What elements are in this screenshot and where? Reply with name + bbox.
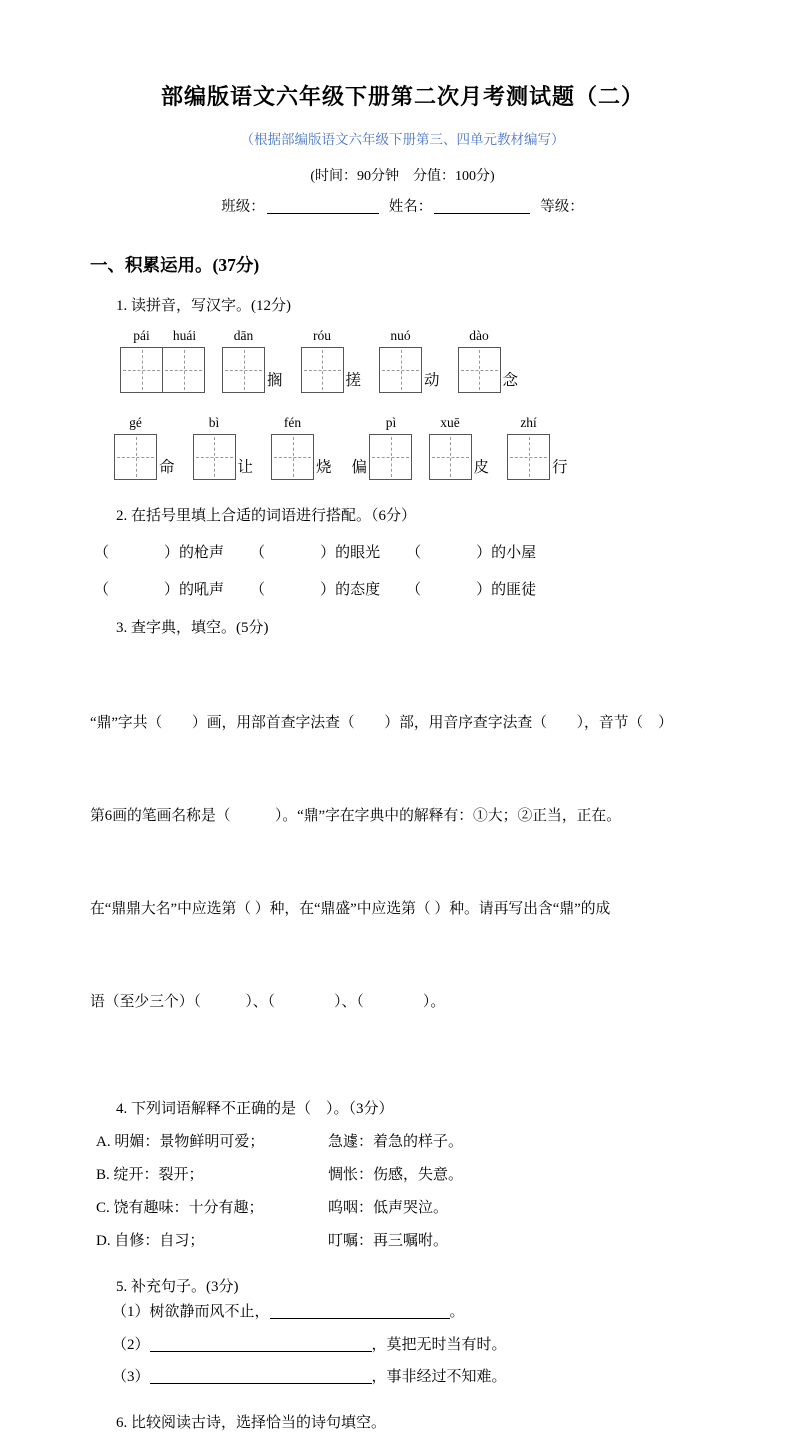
pinyin-boxes-row-2 (90, 415, 715, 480)
match-word: 的枪声 (179, 545, 225, 561)
match-word: 的小屋 (491, 545, 537, 561)
question-5-label: 5. 补充句子。(3分) (116, 1279, 239, 1295)
pinyin-word-group (301, 328, 364, 393)
pinyin-word-group (222, 328, 285, 393)
word-match-item (94, 545, 224, 561)
paren-open: （ (94, 545, 110, 561)
pinyin-boxes-row-1 (90, 328, 715, 393)
word-match-row-1 (90, 541, 715, 562)
pinyin-label: pì (385, 415, 397, 430)
pinyin-label: huái (172, 328, 197, 343)
paper-title: 部编版语文六年级下册第二次月考测试题（二） (160, 84, 644, 109)
q3-line-1: “鼎”字共（ ）画，用部首查字法查（ ）部，用音序查字法查（ ），音节（ ） (90, 715, 673, 731)
pinyin-label: gé (129, 415, 142, 430)
pinyin-word-group (114, 415, 177, 480)
q3-line-4: 语（至少三个）（ ）、（ ）、（ ）。 (90, 994, 446, 1010)
option-b-right: 惆怅：伤感，失意。 (328, 1167, 464, 1183)
option-d-right: 叮嘱：再三嘱咐。 (328, 1233, 449, 1249)
paren-close: ） (164, 582, 180, 598)
q5-prefix-2: （2） (112, 1336, 150, 1353)
printed-character: 让 (237, 458, 254, 476)
option-row-a[interactable] (90, 1126, 715, 1159)
sentence-completion-1 (90, 1296, 715, 1329)
class-blank[interactable] (267, 199, 379, 215)
pinyin-word-group (458, 328, 521, 393)
option-row-c[interactable] (90, 1192, 715, 1225)
q5-suffix-1: 。 (449, 1304, 465, 1320)
printed-character: 命 (159, 458, 175, 476)
pinyin-label: zhí (520, 415, 537, 430)
pinyin-word-group (271, 415, 334, 480)
printed-character: 动 (424, 371, 440, 389)
match-word: 的眼光 (335, 545, 381, 561)
pinyin-label: pái (133, 328, 150, 343)
printed-character: 皮 (473, 458, 490, 476)
question-3-label: 3. 查字典，填空。(5分) (116, 620, 269, 636)
word-match-item (250, 582, 380, 598)
option-row-b[interactable] (90, 1159, 715, 1192)
tianzige-writing-box[interactable] (458, 347, 501, 393)
match-word: 的吼声 (179, 582, 225, 598)
word-match-item (250, 545, 380, 561)
sentence-completion-2 (90, 1329, 715, 1362)
option-d-left: D. 自修：自习； (96, 1233, 205, 1249)
printed-character: 念 (502, 371, 519, 389)
printed-character: 偏 (351, 458, 368, 476)
class-label: 班级： (221, 199, 265, 215)
pinyin-label: xuē (440, 415, 460, 430)
question-4-label: 4. 下列词语解释不正确的是（ ）。（3分） (116, 1101, 394, 1117)
pinyin-label: dào (469, 328, 489, 343)
question-2-label: 2. 在括号里填上合适的词语进行搭配。（6分） (116, 508, 417, 524)
printed-character: 烧 (316, 458, 332, 476)
pinyin-word-group (350, 415, 413, 480)
pinyin-spacer (350, 415, 370, 434)
grade-label: 等级： (540, 199, 584, 215)
sentence-completion-3 (90, 1361, 715, 1394)
tianzige-writing-box[interactable] (271, 434, 314, 480)
tianzige-writing-box[interactable] (193, 434, 236, 480)
section-one-heading: 一、积累运用。(37分) (90, 255, 260, 275)
option-c-right: 呜咽：低声哭泣。 (328, 1200, 449, 1216)
option-row-d[interactable] (90, 1225, 715, 1258)
paren-open: （ (250, 545, 266, 561)
pinyin-word-group (429, 415, 492, 480)
printed-character: 搁 (267, 371, 283, 389)
paren-close: ） (164, 545, 180, 561)
tianzige-writing-box[interactable] (222, 347, 265, 393)
option-c-left: C. 饶有趣味：十分有趣； (96, 1200, 264, 1216)
dictionary-question-text (90, 646, 715, 1080)
q5-suffix-2: ，莫把无时当有时。 (371, 1336, 507, 1353)
tianzige-writing-box[interactable] (369, 434, 412, 480)
answer-blank[interactable] (150, 1368, 372, 1384)
word-match-item (406, 582, 536, 598)
pinyin-word-group (120, 328, 206, 393)
match-word: 的态度 (335, 582, 381, 598)
name-label: 姓名： (388, 199, 433, 215)
q5-prefix-3: （3） (112, 1369, 150, 1385)
word-match-item (94, 582, 224, 598)
tianzige-writing-box[interactable] (429, 434, 472, 480)
pinyin-label: róu (313, 328, 332, 343)
printed-character: 行 (552, 458, 568, 476)
tianzige-writing-box[interactable] (507, 434, 550, 480)
option-list (90, 1126, 715, 1258)
question-6-label: 6. 比较阅读古诗，选择恰当的诗句填空。 (116, 1414, 387, 1431)
pinyin-word-group (193, 415, 256, 480)
pinyin-label: nuó (390, 328, 411, 343)
student-info-line (90, 195, 715, 216)
answer-blank[interactable] (270, 1303, 450, 1319)
paren-open: （ (406, 545, 422, 561)
option-a-left: A. 明媚：景物鲜明可爱； (96, 1134, 265, 1150)
paren-close: ） (476, 545, 492, 561)
match-word: 的匪徒 (491, 582, 537, 598)
pinyin-label: fén (283, 415, 302, 430)
option-b-left: B. 绽开：裂开； (96, 1167, 204, 1183)
tianzige-writing-box[interactable] (301, 347, 344, 393)
option-a-right: 急遽：着急的样子。 (328, 1134, 464, 1150)
name-blank[interactable] (434, 199, 530, 215)
paren-close: ） (320, 582, 336, 598)
paren-open: （ (406, 582, 422, 598)
pinyin-word-group (507, 415, 570, 480)
answer-blank[interactable] (150, 1336, 372, 1352)
paren-open: （ (250, 582, 266, 598)
tianzige-writing-box[interactable] (379, 347, 422, 393)
q5-prefix-1: （1）树欲静而风不止， (112, 1304, 270, 1320)
tianzige-writing-box[interactable] (162, 347, 205, 393)
q5-suffix-3: ，事非经过不知难。 (371, 1369, 507, 1385)
q3-line-3: 在“鼎鼎大名”中应选第（ ）种，在“鼎盛”中应选第（ ）种。请再写出含“鼎”的成 (90, 901, 611, 917)
paren-open: （ (94, 582, 110, 598)
q3-line-2: 第6画的笔画名称是（ ）。“鼎”字在字典中的解释有：①大；②正当，正在。 (90, 808, 622, 824)
word-match-item (406, 545, 536, 561)
printed-character: 搓 (345, 371, 362, 389)
paren-close: ） (476, 582, 492, 598)
tianzige-writing-box[interactable] (114, 434, 157, 480)
word-match-row-2 (90, 578, 715, 599)
pinyin-label: bì (208, 415, 220, 430)
paper-subtitle: （根据部编版语文六年级下册第三、四单元教材编写） (240, 132, 565, 147)
tianzige-writing-box[interactable] (120, 347, 163, 393)
paren-close: ） (320, 545, 336, 561)
pinyin-label: dān (233, 328, 254, 343)
pinyin-word-group (379, 328, 442, 393)
time-score-line: (时间：90分钟 分值：100分) (310, 169, 495, 184)
question-1-label: 1. 读拼音，写汉字。(12分) (116, 298, 291, 314)
